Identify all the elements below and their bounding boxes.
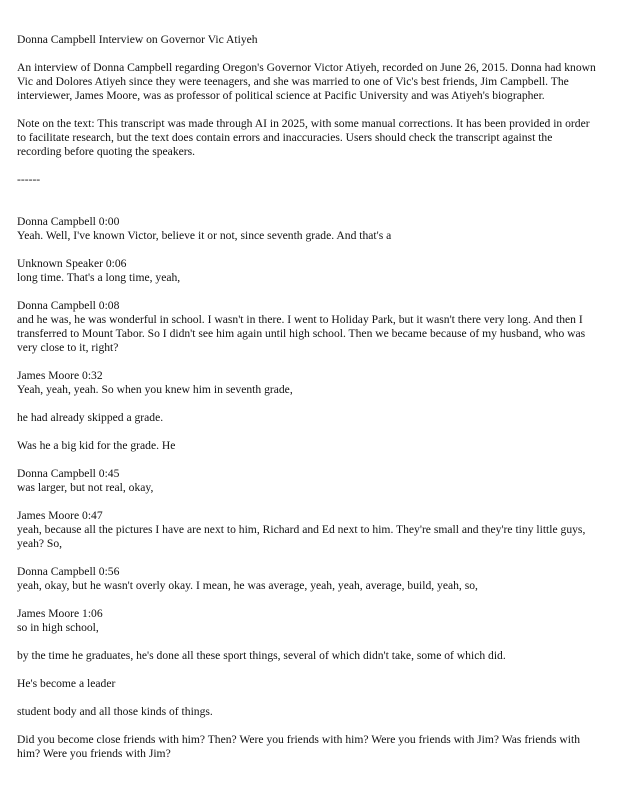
transcript-turn — [17, 369, 598, 397]
speaker-label: Donna Campbell 0:08 — [17, 299, 120, 312]
transcript-turn — [17, 649, 598, 663]
separator: ------ — [17, 173, 41, 186]
utterance-text: Yeah. Well, I've known Victor, believe it or not, since seventh grade. And that's a — [17, 229, 392, 242]
utterance-text: Yeah, yeah, yeah. So when you knew him in seventh grade, — [17, 383, 293, 396]
utterance-text: and he was, he was wonderful in school. I wasn't in there. I went to Holiday Park, but it wasn't there very long. And then I transferred to Mount Tabor. So I didn't see him again until high school. Then we became because of my husband, who was very close to it, right? — [17, 313, 586, 354]
utterance-text: student body and all those kinds of things. — [17, 705, 213, 718]
transcript-turn — [17, 565, 598, 593]
utterance-text: yeah, because all the pictures I have are next to him, Richard and Ed next to him. They're small and they're tiny little guys, yeah? So, — [17, 523, 586, 550]
speaker-label: James Moore 0:32 — [17, 369, 103, 382]
separator-gap — [17, 201, 598, 215]
transcript-turn — [17, 439, 598, 453]
utterance-text: Did you become close friends with him? Then? Were you friends with him? Were you friends with Jim? Was friends with him? Were you friends with Jim? — [17, 733, 581, 760]
transcript-turn — [17, 509, 598, 551]
transcript-turn — [17, 607, 598, 635]
speaker-label: Donna Campbell 0:45 — [17, 467, 120, 480]
utterance-text: was larger, but not real, okay, — [17, 481, 154, 494]
utterance-text: so in high school, — [17, 621, 99, 634]
transcript-turn — [17, 411, 598, 425]
transcript-turn — [17, 299, 598, 355]
transcript-turn — [17, 467, 598, 495]
speaker-label: Unknown Speaker 0:06 — [17, 257, 127, 270]
utterance-text: He's become a leader — [17, 677, 116, 690]
utterance-text: yeah, okay, but he wasn't overly okay. I mean, he was average, yeah, yeah, average, build, yeah, so, — [17, 579, 478, 592]
transcript-turn — [17, 677, 598, 691]
transcript-turn — [17, 705, 598, 719]
speaker-label: James Moore 1:06 — [17, 607, 103, 620]
utterance-text: long time. That's a long time, yeah, — [17, 271, 181, 284]
utterance-text: Was he a big kid for the grade. He — [17, 439, 176, 452]
utterance-text: he had already skipped a grade. — [17, 411, 164, 424]
transcript-turn — [17, 215, 598, 243]
speaker-label: Donna Campbell 0:00 — [17, 215, 120, 228]
speaker-label: James Moore 0:47 — [17, 509, 103, 522]
document-intro: An interview of Donna Campbell regarding Oregon's Governor Victor Atiyeh, recorded on June 26, 2015. Donna had known Vic and Dolores Atiyeh since they were teenagers, and she was married to one of Vic's best friends, Jim Campbell. The interviewer, James Moore, was as professor of political science at Pacific University and was Atiyeh's biographer. — [17, 61, 599, 102]
utterance-text: by the time he graduates, he's done all these sport things, several of which didn't take, some of which did. — [17, 649, 506, 662]
transcript-note: Note on the text: This transcript was made through AI in 2025, with some manual corrections. It has been provided in order to facilitate research, but the text does contain errors and inaccuracies. Users should check the transcript against the recording before quoting the speakers. — [17, 117, 593, 158]
transcript-turn — [17, 257, 598, 285]
document-title: Donna Campbell Interview on Governor Vic Atiyeh — [17, 33, 258, 46]
transcript-turn — [17, 733, 598, 761]
speaker-label: Donna Campbell 0:56 — [17, 565, 120, 578]
